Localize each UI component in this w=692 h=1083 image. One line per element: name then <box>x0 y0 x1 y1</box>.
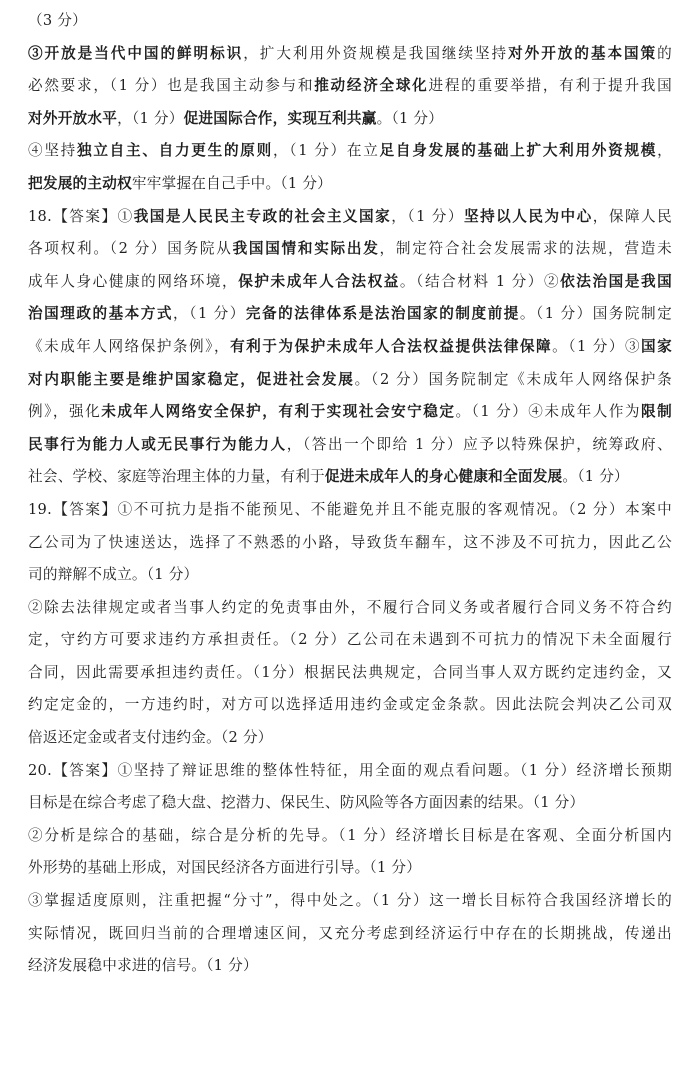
text-segment: 。（2 分）国务院制定《未成年人网络保护条 <box>354 370 672 388</box>
text-segment: 。（1 分） <box>562 468 629 486</box>
text-segment: 必然要求，（1 分）也是我国主动参与和 <box>28 77 315 95</box>
text-segment: 成年人身心健康的网络环境， <box>28 272 239 290</box>
bold-key-phrase: 促进未成年人的身心健康和全面发展 <box>324 468 563 486</box>
text-line <box>28 461 672 494</box>
bold-key-phrase: 我国是人民民主专政的社会主义国家 <box>133 207 392 225</box>
text-segment: 19.【答案】①不可抗力是指不能预见、不能避免并且不能克服的客观情况。（2 分）本案中 <box>28 500 672 518</box>
text-line <box>28 38 672 71</box>
text-segment: 约定定金的，一方违约时，对方可以选择适用违约金或定金条款。因此法院会判决乙公司双 <box>28 696 672 714</box>
bold-key-phrase: 民事行为能力人或无民事行为能力人 <box>28 435 287 453</box>
text-segment: 。（1 分） <box>376 109 444 127</box>
text-segment: 司的辩解不成立。（1 分） <box>28 566 199 584</box>
text-segment: 经济发展稳中求进的信号。（1 分） <box>28 957 258 975</box>
text-line <box>28 559 672 592</box>
text-line <box>28 527 672 560</box>
bold-key-phrase: 保护未成年人合法权益 <box>238 272 400 290</box>
text-segment: ②分析是综合的基础，综合是分析的先导。（1 分）经济增长目标是在客观、全面分析国内 <box>28 826 672 844</box>
bold-key-phrase: 完备的法律体系是法治国家的制度前提 <box>245 305 520 323</box>
text-line <box>28 168 672 201</box>
text-segment: ，（1 分） <box>173 305 246 323</box>
text-line <box>28 201 672 234</box>
text-line <box>28 689 672 722</box>
text-segment: 各项权利。（2 分）国务院从 <box>28 240 233 258</box>
bold-key-phrase: 独立自主、自力更生的原则 <box>77 142 273 160</box>
text-line <box>28 722 672 755</box>
bold-key-phrase: 有利于为保护未成年人合法权益提供法律保障 <box>230 337 553 355</box>
text-segment: ，（1 分） <box>117 109 184 127</box>
bold-key-phrase: 对外开放的基本国策 <box>508 44 658 62</box>
text-segment: 进程的重要举措，有利于提升我国 <box>428 77 672 95</box>
text-line <box>28 5 672 38</box>
text-segment: 目标是在综合考虑了稳大盘、挖潜力、保民生、防风险等各方面因素的结果。（1 分） <box>28 794 585 812</box>
text-segment: 《未成年人网络保护条例》， <box>28 337 231 355</box>
text-segment: ，保障人民 <box>592 207 672 225</box>
text-segment: ，（1 分）在立 <box>272 142 380 160</box>
text-line <box>28 918 672 951</box>
bold-key-phrase: ③开放是当代中国的鲜明标识 <box>28 44 244 62</box>
text-line <box>28 396 672 429</box>
text-line <box>28 820 672 853</box>
bold-key-phrase: 我国国情和实际出发 <box>232 240 380 258</box>
text-line <box>28 429 672 462</box>
text-segment: 18.【答案】① <box>28 207 134 225</box>
bold-key-phrase: 国家 <box>641 337 672 355</box>
text-segment: ，扩大利用外资规模是我国继续坚持 <box>243 44 509 62</box>
bold-key-phrase: 治国理政的基本方式 <box>28 305 174 323</box>
text-segment: ， <box>657 142 672 160</box>
bold-key-phrase: 促进国际合作，实现互利共赢 <box>183 109 377 127</box>
text-line <box>28 70 672 103</box>
bold-key-phrase: 依法治国是我国 <box>560 272 672 290</box>
text-segment: ，（答出一个即给 1 分）应予以特殊保护，统筹政府、 <box>286 435 672 453</box>
bold-key-phrase: 推动经济全球化 <box>314 77 429 95</box>
bold-key-phrase: 把发展的主动权 <box>28 174 132 192</box>
text-segment: 20.【答案】①坚持了辩证思维的整体性特征，用全面的观点看问题。（1 分）经济增长预期 <box>28 761 672 779</box>
text-segment: ③掌握适度原则，注重把握“分寸”，得中处之。（1 分）这一增长目标符合我国经济增长的 <box>28 892 672 910</box>
text-segment: 定，守约方可要求违约方承担责任。（2 分）乙公司在未遇到不可抗力的情况下未全面履行 <box>28 631 672 649</box>
text-segment: 合同，因此需要承担违约责任。（1分）根据民法典规定，合同当事人双方既约定违约金，又 <box>28 663 672 681</box>
text-segment: 例》，强化 <box>28 403 102 421</box>
text-segment: 倍返还定金或者支付违约金。（2 分） <box>28 729 273 747</box>
text-line <box>28 331 672 364</box>
text-line <box>28 852 672 885</box>
text-segment: 乙公司为了快速送达，选择了不熟悉的小路，导致货车翻车，这不涉及不可抗力，因此乙公 <box>28 533 672 551</box>
text-line <box>28 755 672 788</box>
text-segment: ，制定符合社会发展需求的法规，营造未 <box>379 240 672 258</box>
bold-key-phrase: 对外开放水平 <box>28 109 118 127</box>
text-line <box>28 135 672 168</box>
text-line <box>28 364 672 397</box>
text-segment: 。（1 分）④未成年人作为 <box>455 403 642 421</box>
text-line <box>28 494 672 527</box>
bold-key-phrase: 足自身发展的基础上扩大利用外资规模 <box>379 142 658 160</box>
text-segment: （3 分） <box>28 12 87 29</box>
text-segment: 。（结合材料 1 分）② <box>399 272 561 290</box>
text-line <box>28 787 672 820</box>
text-segment: 的 <box>657 44 672 62</box>
text-segment: 牢牢掌握在自己手中。（1 分） <box>131 174 333 192</box>
text-segment: 社会、学校、家庭等治理主体的力量，有利于 <box>28 468 325 486</box>
bold-key-phrase: 未成年人网络安全保护，有利于实现社会安宁稳定 <box>101 403 456 421</box>
bold-key-phrase: 坚持以人民为中心 <box>463 207 593 225</box>
text-segment: 实际情况，既回归当前的合理增速区间，又充分考虑到经济运行中存在的长期挑战，传递出 <box>28 924 672 942</box>
text-segment: 。（1 分）国务院制定 <box>519 305 672 323</box>
text-line <box>28 298 672 331</box>
bold-key-phrase: 对内职能主要是维护国家稳定，促进社会发展 <box>28 370 355 388</box>
text-segment: 。（1 分）③ <box>552 337 642 355</box>
text-segment: ，（1 分） <box>391 207 464 225</box>
text-line <box>28 103 672 136</box>
bold-key-phrase: 限制 <box>641 403 672 421</box>
text-line <box>28 885 672 918</box>
text-line <box>28 950 672 983</box>
text-line <box>28 624 672 657</box>
text-line <box>28 657 672 690</box>
text-segment: ④坚持 <box>28 142 77 160</box>
text-segment: ②除去法律规定或者当事人约定的免责事由外，不履行合同义务或者履行合同义务不符合约 <box>28 598 672 616</box>
text-line <box>28 592 672 625</box>
text-line <box>28 266 672 299</box>
text-line <box>28 233 672 266</box>
text-segment: 外形势的基础上形成，对国民经济各方面进行引导。（1 分） <box>28 859 422 877</box>
